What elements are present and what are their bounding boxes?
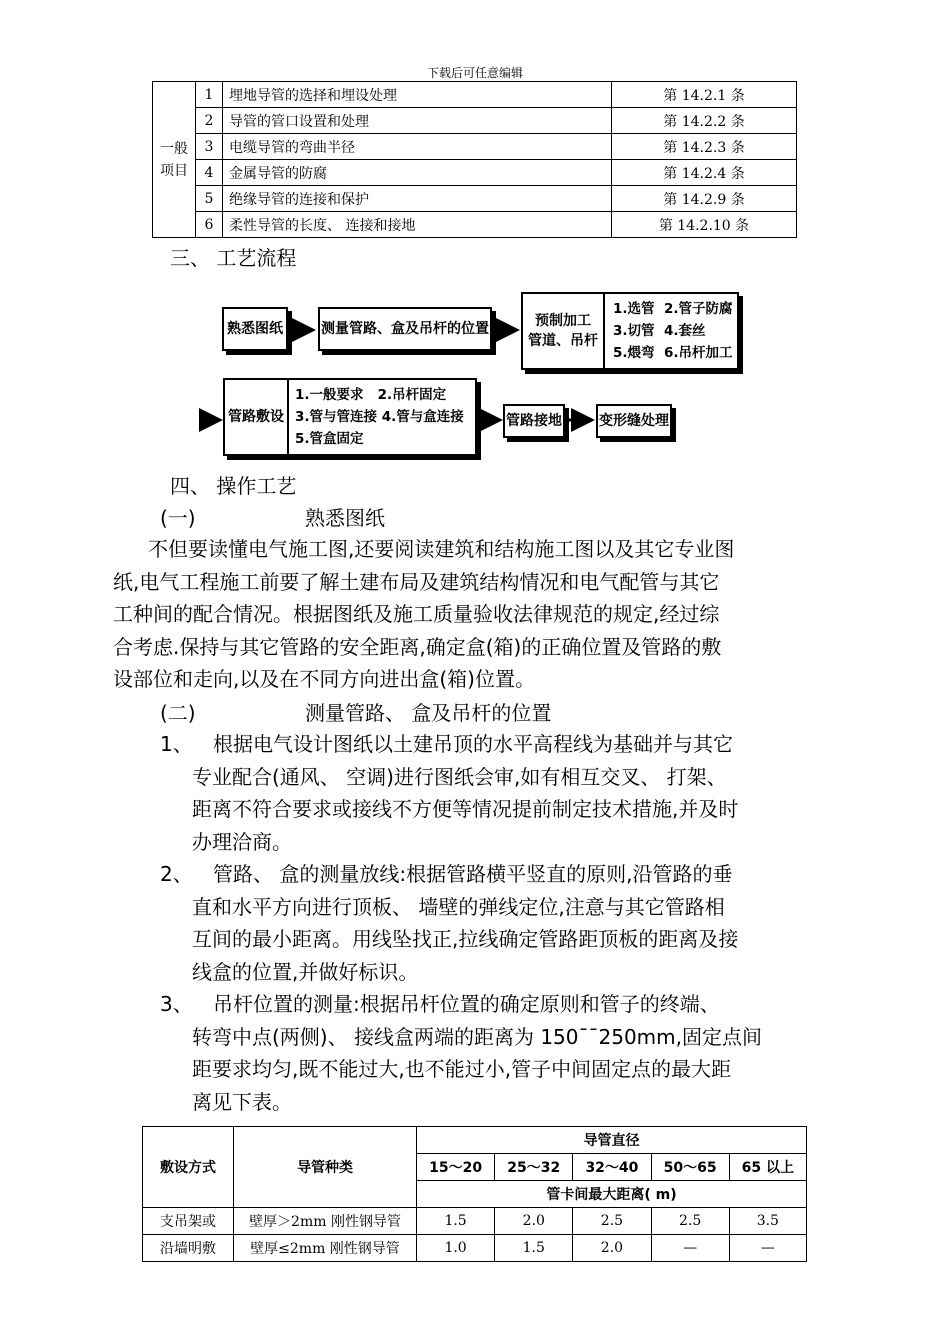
header-diameter: 导管直径 <box>417 1127 807 1154</box>
row-reference: 第 14.2.10 条 <box>612 212 797 238</box>
table-row <box>143 1235 807 1262</box>
row-reference: 第 14.2.4 条 <box>612 160 797 186</box>
flow-step-drawings: 熟悉图纸 <box>222 307 288 351</box>
flow-step-laying <box>223 378 477 456</box>
row-number: 4 <box>196 160 223 186</box>
row-number: 3 <box>196 134 223 160</box>
subsection-2-number: (二) <box>160 701 196 725</box>
value-cell: 3.5 <box>729 1208 806 1235</box>
numbered-list <box>160 728 860 1118</box>
method-cell: 沿墙明敷 <box>143 1235 234 1262</box>
header-method: 敷设方式 <box>143 1127 234 1208</box>
diameter-cell: 15～20 <box>417 1154 495 1181</box>
row-number: 2 <box>196 108 223 134</box>
row-item: 绝缘导管的连接和保护 <box>223 186 612 212</box>
diameter-cell: 25～32 <box>495 1154 573 1181</box>
subsection-2-title: 测量管路、 盒及吊杆的位置 <box>305 701 552 725</box>
value-cell: 2.5 <box>573 1208 651 1235</box>
value-cell: — <box>651 1235 729 1262</box>
group-label: 一般 项目 <box>153 82 196 238</box>
table-row <box>143 1208 807 1235</box>
section-heading-operation: 四、 操作工艺 <box>170 474 297 498</box>
type-cell: 壁厚≤2mm 刚性钢导管 <box>234 1235 417 1262</box>
header-type: 导管种类 <box>234 1127 417 1208</box>
flow-step-measure: 测量管路、盒及吊杆的位置 <box>318 307 492 351</box>
value-cell: 2.0 <box>495 1208 573 1235</box>
table-row <box>143 1127 807 1154</box>
flow-step-laying-list: 1.一般要求 2.吊杆固定 3.管与管连接 4.管与盒连接 5.管盒固定 <box>295 387 464 447</box>
section-heading-process: 三、 工艺流程 <box>170 246 297 270</box>
page-header: 下载后可任意编辑 <box>426 66 523 80</box>
list-item: 2、 管路、 盒的测量放线:根据管路横平竖直的原则,沿管路的垂 直和水平方向进行顶板、 墙壁的弹线定位,注意与其它管路相 互间的最小距离。用线坠找正,拉线确定管路距顶板的距离及接 线盒的位置,并做好标识。 <box>160 862 739 984</box>
row-item: 电缆导管的弯曲半径 <box>223 134 612 160</box>
diameter-cell: 65 以上 <box>729 1154 806 1181</box>
type-cell: 壁厚＞2mm 刚性钢导管 <box>234 1208 417 1235</box>
method-cell: 支吊架或 <box>143 1208 234 1235</box>
row-reference: 第 14.2.3 条 <box>612 134 797 160</box>
value-cell: 1.5 <box>495 1235 573 1262</box>
diameter-cell: 32～40 <box>573 1154 651 1181</box>
value-cell: 2.0 <box>573 1235 651 1262</box>
row-number: 5 <box>196 186 223 212</box>
subsection-1-title: 熟悉图纸 <box>305 506 385 530</box>
value-cell: — <box>729 1235 806 1262</box>
list-item: 1、 根据电气设计图纸以土建吊顶的水平高程线为基础并与其它 专业配合(通风、 空调)进行图纸会审,如有相互交叉、 打架、 距离不符合要求或接线不方便等情况提前制定技术措施,并及时 办理洽商。 <box>160 732 739 854</box>
header-distance: 管卡间最大距离( m) <box>417 1181 807 1208</box>
row-number: 1 <box>196 82 223 108</box>
row-reference: 第 14.2.2 条 <box>612 108 797 134</box>
flow-step-joint: 变形缝处理 <box>596 404 672 438</box>
diameter-cell: 50～65 <box>651 1154 729 1181</box>
flow-step-laying-title: 管路敷设 <box>225 380 289 454</box>
list-item: 3、 吊杆位置的测量:根据吊杆位置的确定原则和管子的终端、 转弯中点(两侧)、 接线盒两端的距离为 150¯¯250mm,固定点间 距要求均匀,既不能过大,也不能过小,管子中间固定点的最大距 离见下表。 <box>160 992 762 1114</box>
flow-step-prefab-title: 预制加工 管道、吊杆 <box>523 294 605 368</box>
flow-step-prefab-list: 1.选管 2.管子防腐 3.切管 4.套丝 5.煨弯 6.吊杆加工 <box>613 301 733 361</box>
spacing-table <box>142 1126 807 1262</box>
row-item: 柔性导管的长度、 连接和接地 <box>223 212 612 238</box>
value-cell: 1.5 <box>417 1208 495 1235</box>
row-number: 6 <box>196 212 223 238</box>
row-reference: 第 14.2.9 条 <box>612 186 797 212</box>
paragraph-drawings: 不但要读懂电气施工图,还要阅读建筑和结构施工图以及其它专业图 纸,电气工程施工前要了解土建布局及建筑结构情况和电气配管与其它 工种间的配合情况。根据图纸及施工质量验收法律规范的规定,经过综 合考虑.保持与其它管路的安全距离,确定盒(箱)的正确位置及管路的敷 设部位和走向,以及在不同方向进出盒(箱)位置。 <box>113 537 735 691</box>
flow-step-prefab <box>521 292 739 370</box>
row-item: 埋地导管的选择和埋设处理 <box>223 82 612 108</box>
value-cell: 2.5 <box>651 1208 729 1235</box>
row-item: 导管的管口设置和处理 <box>223 108 612 134</box>
row-reference: 第 14.2.1 条 <box>612 82 797 108</box>
subsection-1-number: (一) <box>160 506 196 530</box>
flow-step-grounding: 管路接地 <box>503 404 565 438</box>
value-cell: 1.0 <box>417 1235 495 1262</box>
row-item: 金属导管的防腐 <box>223 160 612 186</box>
